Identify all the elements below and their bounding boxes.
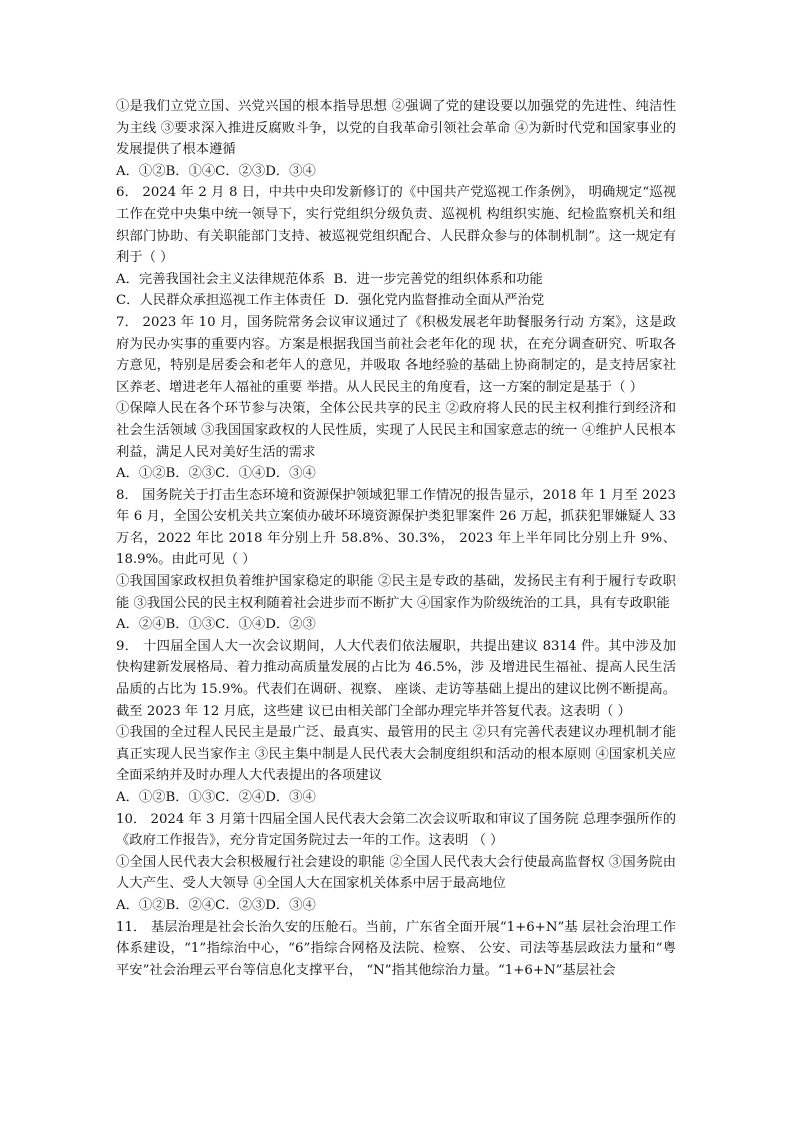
q7-stem: 7． 2023 年 10 月，国务院常务会议审议通过了《积极发展老年助餐服务行动 方案》，这是政府为民办实事的重要内容。方案是根据我国当前社会老年化的现 状，在充分调查研究、听取各方意见，特别是居委会和老年人的意见，并吸取 各地经验的基础上协商制定的，是支持居家社区养老、增进老年人福祉的重要 举措。从人民民主的角度看，这一方案的制定是基于（ ） xyxy=(116,314,676,395)
q9-stem: 9． 十四届全国人大一次会议期间，人大代表们依法履职，共提出建议 8314 件。其中涉及加快构建新发展格局、着力推动高质量发展的占比为 46.5%，涉 及增进民生福祉、提高人民生活品质的占比为 15.9%。代表们在调研、视察、 座谈、走访等基础上提出的建议比例不断提高。截至 2023 年 12 月底，这些建 议已由相关部门全部办理完毕并答复代表。这表明（ ） xyxy=(116,638,676,719)
q10-stem: 10． 2024 年 3 月第十四届全国人民代表大会第二次会议听取和审议了国务院 总理李强所作的《政府工作报告》，充分肯定国务院过去一年的工作。这表明 （ ） xyxy=(116,811,676,849)
q6-stem: 6． 2024 年 2 月 8 日，中共中央印发新修订的《中国共产党巡视工作条例》， 明确规定“巡视工作在党中央集中统一领导下，实行党组织分级负责、巡视机 构组织实施、纪检监察机关和组织部门协助、有关职能部门支持、被巡视党组织配合、人民群众参与的体制机制”。这一规定有利于（ ） xyxy=(116,185,676,266)
q9-options: A．①②B．①③C．②④D．③④ xyxy=(116,790,316,805)
q6-options-ab: A．完善我国社会主义法律规范体系 B．进一步完善党的组织体系和功能 xyxy=(116,271,543,287)
exam-page xyxy=(116,96,676,981)
q6-options-cd: C．人民群众承担巡视工作主体责任 D．强化党内监督推动全面从严治党 xyxy=(116,293,545,309)
q8-statements: ①我国国家政权担负着维护国家稳定的职能 ②民主是专政的基础，发扬民主有利于履行专政职能 ③我国公民的民主权利随着社会进步而不断扩大 ④国家作为阶级统治的工具，具有专政职能 xyxy=(116,574,676,611)
q11-stem: 11． 基层治理是社会长治久安的压舱石。当前，广东省全面开展“1+6+N”基 层社会治理工作体系建设，“1”指综治中心，“6”指综合网格及法院、检察、 公安、司法等基层政法力量和“粤平安”社会治理云平台等信息化支撑平台， “N”指其他综治力量。“1+6+N”基层社会 xyxy=(116,919,676,978)
q10-options: A．①②B．②④C．②③D．③④ xyxy=(116,897,316,913)
q7-options: A．①②B．②③C．①④D．③④ xyxy=(116,466,316,482)
q9-statements: ①我国的全过程人民民主是最广泛、最真实、最管用的民主 ②只有完善代表建议办理机制才能真正实现人民当家作主 ③民主集中制是人民代表大会制度组织和活动的根本原则 ④国家机关应全面采纳并及时办理人大代表提出的各项建议 xyxy=(116,725,676,784)
q7-statements: ①保障人民在各个环节参与决策，全体公民共享的民主 ②政府将人民的民主权利推行到经济和社会生活领域 ③我国国家政权的人民性质，实现了人民民主和国家意志的统一 ④维护人民根本利益，满足人民对美好生活的需求 xyxy=(116,401,676,460)
q5-options: A．①②B．①④C．②③D．③④ xyxy=(116,163,316,179)
q5-statements: ①是我们立党立国、兴党兴国的根本指导思想 ②强调了党的建设要以加强党的先进性、纯洁性为主线 ③要求深入推进反腐败斗争，以党的自我革命引领社会革命 ④为新时代党和国家事业的发展提供了根本遵循 xyxy=(116,99,676,158)
q8-stem: 8． 国务院关于打击生态环境和资源保护领域犯罪工作情况的报告显示，2018 年 1 月至 2023 年 6 月，全国公安机关共立案侦办破坏环境资源保护类犯罪案件 26 万起，抓获犯罪嫌疑人 33 万名，2022 年比 2018 年分别上升 58.8%、30.3%， 2023 年上半年同比分别上升 9%、18.9%。由此可见（ ） xyxy=(116,487,676,568)
q10-statements: ①全国人民代表大会积极履行社会建设的职能 ②全国人民代表大会行使最高监督权 ③国务院由人大产生、受人大领导 ④全国人大在国家机关体系中居于最高地位 xyxy=(116,854,676,892)
q8-options: A．②④B．①③C．①④D．②③ xyxy=(116,617,316,633)
